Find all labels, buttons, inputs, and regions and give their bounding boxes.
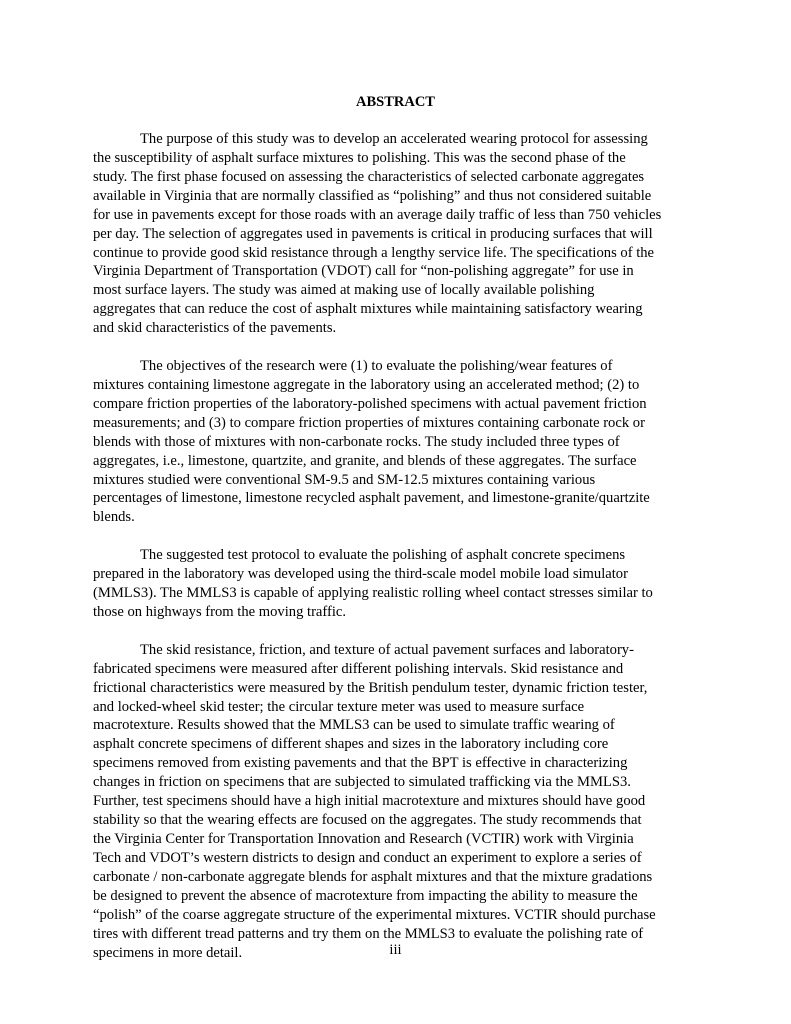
text-line: study. The first phase focused on assessing the characteristics of selected carbonate aggregates: [93, 168, 645, 185]
text-line: fabricated specimens were measured after different polishing intervals. Skid resistance and: [93, 660, 624, 677]
text-line: The purpose of this study was to develop an accelerated wearing protocol for assessing: [140, 131, 648, 147]
text-line: specimens in more detail.: [93, 944, 243, 961]
text-line: specimens removed from existing pavements and that the BPT is effective in characterizing: [93, 755, 628, 772]
text-line: Tech and VDOT’s western districts to design and conduct an experiment to explore a series of: [93, 849, 642, 866]
abstract-body: [93, 130, 698, 962]
text-line: tires with different tread patterns and try them on the MMLS3 to evaluate the polishing rate of: [93, 925, 644, 942]
text-line: for use in pavements except for those roads with an average daily traffic of less than 750 vehicles: [93, 206, 662, 223]
text-line: aggregates, i.e., limestone, quartzite, and granite, and blends of these aggregates. The surface: [93, 452, 637, 469]
text-line: The skid resistance, friction, and texture of actual pavement surfaces and laboratory-: [140, 641, 634, 658]
text-line: the Virginia Center for Transportation Innovation and Research (VCTIR) work with Virginia: [93, 831, 634, 848]
text-line: and skid characteristics of the pavements.: [93, 320, 337, 337]
text-line: “polish” of the coarse aggregate structure of the experimental mixtures. VCTIR should purchase: [93, 906, 656, 923]
text-line: blends.: [93, 509, 135, 526]
text-line: measurements; and (3) to compare friction properties of mixtures containing carbonate rock or: [93, 414, 645, 431]
text-line: continue to provide good skid resistance through a lengthy service life. The specifications of the: [93, 244, 655, 261]
text-line: The objectives of the research were (1) to evaluate the polishing/wear features of: [140, 358, 613, 375]
abstract-paragraph: [93, 130, 698, 338]
text-line: per day. The selection of aggregates used in pavements is critical in producing surfaces that will: [93, 225, 653, 242]
text-line: those on highways from the moving traffic.: [93, 603, 347, 620]
text-line: most surface layers. The study was aimed at making use of locally available polishing: [93, 282, 595, 299]
text-line: changes in friction on specimens that are subjected to simulated trafficking via the MMLS3.: [93, 774, 631, 791]
text-line: be designed to prevent the absence of macrotexture from impacting the ability to measure the: [93, 887, 638, 904]
text-line: Virginia Department of Transportation (VDOT) call for “non-polishing aggregate” for use in: [93, 263, 634, 280]
abstract-paragraph: [93, 641, 698, 963]
text-line: asphalt concrete specimens of different shapes and sizes in the laboratory including core: [93, 736, 609, 753]
text-line: prepared in the laboratory was developed using the third-scale model mobile load simulator: [93, 566, 628, 583]
text-line: macrotexture. Results showed that the MMLS3 can be used to simulate traffic wearing of: [93, 717, 615, 734]
text-line: mixtures studied were conventional SM-9.5 and SM-12.5 mixtures containing various: [93, 471, 596, 488]
text-line: available in Virginia that are normally classified as “polishing” and thus not considered suitable: [93, 187, 652, 204]
text-line: compare friction properties of the laboratory-polished specimens with actual pavement friction: [93, 395, 647, 412]
text-line: blends with those of mixtures with non-carbonate rocks. The study included three types of: [93, 433, 620, 450]
text-line: mixtures containing limestone aggregate in the laboratory using an accelerated method; (2) to: [93, 376, 640, 393]
abstract-paragraph: [93, 357, 698, 527]
abstract-paragraph: [93, 546, 698, 622]
text-line: and locked-wheel skid tester; the circular texture meter was used to measure surface: [93, 698, 585, 715]
text-line: Further, test specimens should have a high initial macrotexture and mixtures should have good: [93, 793, 646, 810]
text-line: the susceptibility of asphalt surface mixtures to polishing. This was the second phase of the: [93, 149, 626, 166]
text-line: stability so that the wearing effects are focused on the aggregates. The study recommends that: [93, 812, 642, 829]
text-line: percentages of limestone, limestone recycled asphalt pavement, and limestone-granite/quartzite: [93, 490, 650, 507]
text-line: aggregates that can reduce the cost of asphalt mixtures while maintaining satisfactory wearing: [93, 301, 643, 318]
text-line: carbonate / non-carbonate aggregate blends for asphalt mixtures and that the mixture gradations: [93, 868, 653, 885]
page-number: iii: [389, 942, 402, 958]
abstract-page: [93, 94, 698, 962]
text-line: frictional characteristics were measured by the British pendulum tester, dynamic friction tester,: [93, 679, 648, 696]
text-line: (MMLS3). The MMLS3 is capable of applying realistic rolling wheel contact stresses similar to: [93, 585, 653, 602]
text-line: The suggested test protocol to evaluate the polishing of asphalt concrete specimens: [140, 547, 626, 564]
abstract-heading: ABSTRACT: [356, 94, 435, 110]
